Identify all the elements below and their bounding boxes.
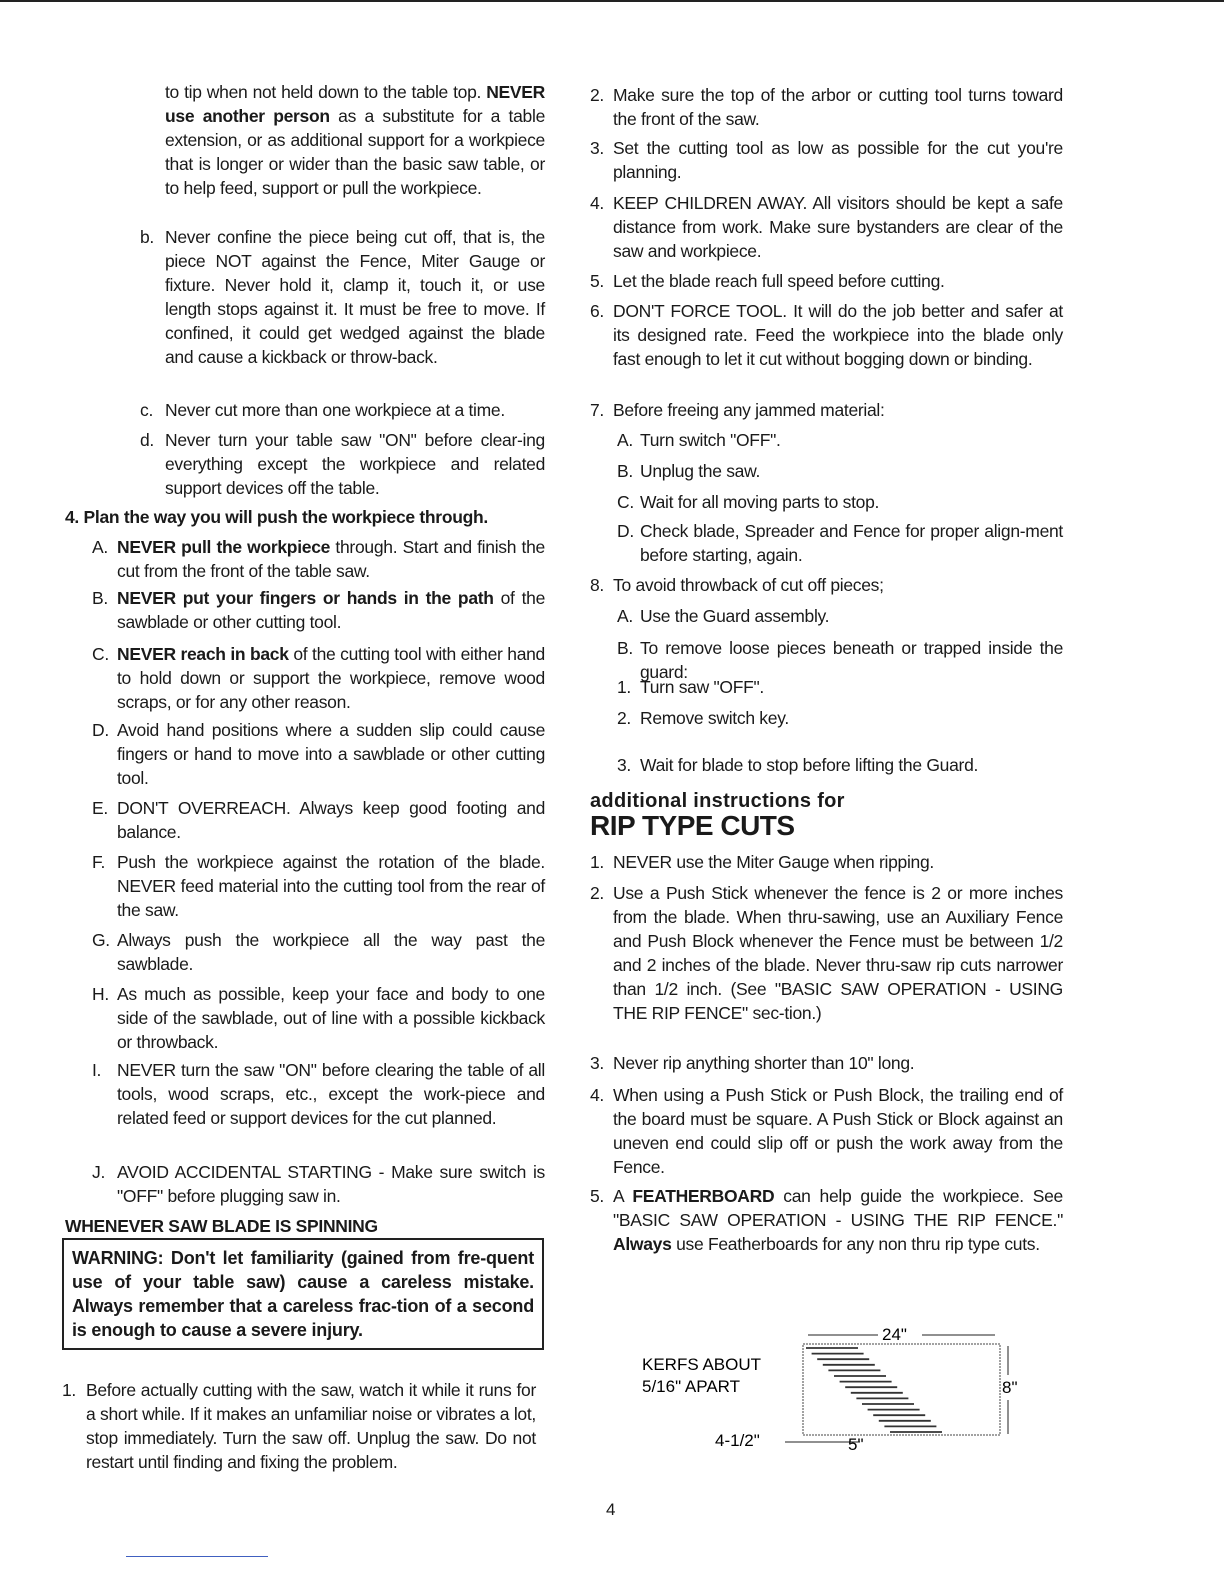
list-item [165,80,545,200]
item-text [640,428,1063,452]
list-item [617,706,1063,730]
item-label: A. [617,606,633,626]
text-run: Never cut more than one workpiece at a time. [165,400,505,420]
text-run: Never confine the piece being cut off, that is, the piece NOT against the Fence, Miter Gauge or fixture. Never hold it, clamp it, touch it, or use length stops against it. It must be free to move. If confined, it could get wedged against the blade and cause a kickback or throw-back. [165,227,545,367]
text-run: Never rip anything shorter than 10" long. [613,1053,915,1073]
item-label: 2. [590,883,604,903]
list-item [140,428,545,500]
text-run: can help guide the workpiece. See "BASIC SAW OPERATION - USING THE RIP FENCE." [613,1186,1063,1230]
text-run: A [613,1186,633,1206]
emphasized-text: NEVER use another person [165,82,545,126]
item-text [165,225,545,369]
item-text [613,573,1063,597]
item-label: A. [92,537,108,557]
list-item [92,796,545,844]
item-label: B. [617,638,633,658]
text-run: Wait for blade to stop before lifting the Guard. [640,755,979,775]
list-item [590,881,1063,1025]
item-text [117,586,545,634]
item-label: 5. [590,1186,604,1206]
item-label: 1. [62,1380,76,1400]
list-item [92,586,545,634]
item-label: C. [92,644,109,664]
item-text [640,604,1063,628]
item-label: B. [92,588,108,608]
item-label: d. [140,430,154,450]
item-label: J. [92,1162,106,1182]
item-text [613,850,1063,874]
text-run: Turn saw "OFF". [640,677,764,697]
list-item [92,535,545,583]
text-run: of the sawblade or other cutting tool. [117,588,545,632]
list-item [617,519,1063,567]
text-run: KEEP CHILDREN AWAY. All visitors should be kept a safe distance from work. Make sure bystanders are clear of the saw and workpiece. [613,193,1063,261]
item-text [613,1184,1063,1256]
item-label: 3. [590,1053,604,1073]
kerf-label-2: 5/16" APART [642,1377,741,1396]
text-run: Wait for all moving parts to stop. [640,492,880,512]
list-item [590,136,1063,184]
text-run: as a substitute for a table extension, or as additional support for a workpiece that is longer or wider than the basic saw table, or to help feed, support or pull the workpiece. [165,106,545,198]
text-run: to tip when not held down to the table top. [165,82,487,102]
item-text [613,83,1063,131]
text-run: Before freeing any jammed material: [613,400,885,420]
text-run: Use the Guard assembly. [640,606,830,626]
item-label: B. [617,461,633,481]
item-label: 3. [590,138,604,158]
list-item [92,642,545,714]
text-run: Never turn your table saw "ON" before clear-ing everything except the workpiece and related support devices off the table. [165,430,545,498]
item-text [165,80,545,200]
item-label: 3. [617,755,631,775]
text-run: through. Start and finish the cut from the front of the table saw. [117,537,545,581]
section-heading: RIP TYPE CUTS [590,810,795,841]
list-item [617,490,1063,514]
item-label: 1. [617,677,631,697]
item-text [613,269,1063,293]
text-run: Let the blade reach full speed before cutting. [613,271,945,291]
item-text [117,928,545,976]
kerf-label-1: KERFS ABOUT [642,1355,762,1374]
list-item [92,982,545,1054]
text-run: Turn switch "OFF". [640,430,781,450]
list-item [140,225,545,369]
item-text [117,1160,545,1208]
section-heading [65,1214,550,1238]
list-item [617,459,1063,483]
item-text [613,398,1063,422]
item-label: 7. [590,400,604,420]
emphasized-text: WHENEVER SAW BLADE IS SPINNING [65,1216,378,1236]
list-item [590,1184,1063,1256]
item-label: b. [140,227,154,247]
item-text [613,136,1063,184]
item-text [640,490,1063,514]
list-item [590,269,1063,293]
item-label: D. [92,720,109,740]
warning-box: WARNING: Don't let familiarity (gained from fre-quent use of your table saw) cause a careless mistake. Always remember that a careless frac-tion of a second is enough to cause a severe injury. [62,1238,544,1350]
text-run: Remove switch key. [640,708,789,728]
item-text [65,505,550,529]
list-item [92,928,545,976]
emphasized-text: NEVER reach in back [117,644,289,664]
list-item [617,753,1063,777]
item-text [117,796,545,844]
list-item [617,675,1063,699]
item-text [117,982,545,1054]
item-text [613,881,1063,1025]
item-text [640,675,1063,699]
emphasized-text: Always [613,1234,672,1254]
list-item [590,573,1063,597]
item-label: 8. [590,575,604,595]
item-label: 2. [617,708,631,728]
list-item [92,850,545,922]
item-text [613,1051,1063,1075]
item-text [117,642,545,714]
page-number: 4 [606,1500,616,1519]
text-run: NEVER use the Miter Gauge when ripping. [613,852,934,872]
offset-dimension: 4-1/2" [715,1431,760,1450]
item-label: 5. [590,271,604,291]
list-item [590,1051,1063,1075]
text-run: As much as possible, keep your face and body to one side of the sawblade, out of line with a possible kickback or throwback. [117,984,545,1052]
item-label: 6. [590,301,604,321]
text-run: Set the cutting tool as low as possible for the cut you're planning. [613,138,1063,182]
text-run: To remove loose pieces beneath or trapped inside the guard: [640,638,1063,682]
text-run: To avoid throwback of cut off pieces; [613,575,884,595]
item-text [165,398,545,422]
item-text [86,1378,536,1474]
item-label: H. [92,984,109,1004]
text-run: of the cutting tool with either hand to hold down or support the workpiece, remove wood scraps, or for any other reason. [117,644,545,712]
text-run: When using a Push Stick or Push Block, the trailing end of the board must be square. A Push Stick or Block against an uneven end could slip off or push the work away from the Fence. [613,1085,1063,1177]
item-text [613,299,1063,371]
section-subheading: additional instructions for [590,790,845,812]
item-label: D. [617,521,634,541]
width-dimension: 24" [882,1325,907,1344]
text-run: Use a Push Stick whenever the fence is 2 or more inches from the blade. When thru-sawing, use an Auxiliary Fence and Push Block whenever the Fence must be between 1/2 and 2 inches of the blade. Never thru-saw rip cuts narrower than 1/2 inch. (See "BASIC SAW OPERATION - USING THE RIP FENCE" sec-tion.) [613,883,1063,1023]
item-text [613,1083,1063,1179]
height-dimension: 8" [1002,1378,1018,1397]
scan-border [0,0,1224,2]
list-item [92,1160,545,1208]
list-item [590,850,1063,874]
item-label: G. [92,930,110,950]
emphasized-text: 4. Plan the way you will push the workpiece through. [65,507,488,527]
text-run: Always push the workpiece all the way past the sawblade. [117,930,545,974]
list-item [62,1378,536,1474]
list-item [590,1083,1063,1179]
text-run: Before actually cutting with the saw, watch it while it runs for a short while. If it makes an unfamiliar noise or vibrates a lot, stop immediately. Turn the saw off. Unplug the saw. Do not restart until finding and fixing the problem. [86,1380,536,1472]
list-item [590,398,1063,422]
list-item [92,718,545,790]
item-text [117,1058,545,1130]
list-item [92,1058,545,1130]
item-label: A. [617,430,633,450]
list-item [140,398,545,422]
item-text [640,753,1063,777]
item-text [613,191,1063,263]
emphasized-text: FEATHERBOARD [632,1186,775,1206]
text-run: NEVER turn the saw "ON" before clearing the table of all tools, wood scraps, etc., except the work-piece and related feed or support devices for the cut planned. [117,1060,545,1128]
featherboard-diagram [630,1300,1030,1450]
list-item [617,428,1063,452]
item-text [165,428,545,500]
list-item [590,191,1063,263]
list-item [617,604,1063,628]
list-item [590,299,1063,371]
item-label: 1. [590,852,604,872]
kerf-span-dimension: 5" [848,1435,864,1450]
text-run: Check blade, Spreader and Fence for proper align-ment before starting, again. [640,521,1063,565]
item-label: 4. [590,1085,604,1105]
text-run: DON'T OVERREACH. Always keep good footing and balance. [117,798,545,842]
emphasized-text: NEVER put your fingers or hands in the path [117,588,494,608]
item-text [640,706,1063,730]
item-label: C. [617,492,634,512]
text-run: AVOID ACCIDENTAL STARTING - Make sure switch is "OFF" before plugging saw in. [117,1162,545,1206]
item-text [640,459,1063,483]
list-item [590,83,1063,131]
item-label: I. [92,1060,102,1080]
text-run: Make sure the top of the arbor or cutting tool turns toward the front of the saw. [613,85,1063,129]
item-text [117,718,545,790]
item-text [117,850,545,922]
item-text [65,1214,550,1238]
item-label: E. [92,798,108,818]
emphasized-text: NEVER pull the workpiece [117,537,331,557]
text-run: use Featherboards for any non thru rip type cuts. [671,1234,1040,1254]
text-run: Push the workpiece against the rotation of the blade. NEVER feed material into the cutting tool from the rear of the saw. [117,852,545,920]
text-run: Unplug the saw. [640,461,761,481]
item-text [640,519,1063,567]
item-label: 4. [590,193,604,213]
footer-rule [126,1556,268,1557]
section-heading [65,505,550,529]
text-run: DON'T FORCE TOOL. It will do the job better and safer at its designed rate. Feed the workpiece into the blade only fast enough to let it cut without bogging down or binding. [613,301,1063,369]
item-label: c. [140,400,154,420]
item-label: F. [92,852,106,872]
kerf-lines [806,1348,942,1432]
item-label: 2. [590,85,604,105]
text-run: Avoid hand positions where a sudden slip could cause fingers or hand to move into a sawblade or other cutting tool. [117,720,545,788]
item-text [117,535,545,583]
